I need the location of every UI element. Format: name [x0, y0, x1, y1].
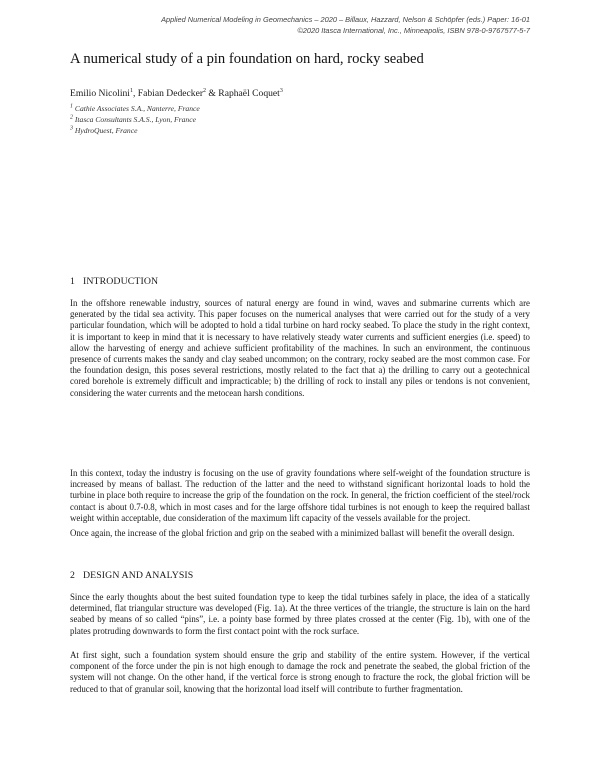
section-heading [70, 570, 193, 582]
affiliation-marker: 2 [70, 114, 73, 121]
affiliation-list [70, 103, 200, 136]
section-heading [70, 276, 158, 288]
header-copyright: ©2020 Itasca International, Inc., Minneapolis, ISBN 978-0-9767577-5-7 [297, 26, 530, 35]
affiliation [70, 103, 200, 114]
author-name: Raphaël Coquet [218, 88, 280, 99]
paragraph: Since the early thoughts about the best suited foundation type to keep the tidal turbines safely in place, the idea of a statically determined, flat triangular structure was developed (Fig. 1a). At the three vertices of the triangle, the structure is lain on the hard seabed by means of so called “pins”, i.e. a pointy base formed by three plates crossed at the center (Fig. 1b), with one of the plates protruding downwards to form the first contact point with the rock surface. [70, 592, 530, 636]
section-title: INTRODUCTION [83, 276, 159, 287]
affiliation-marker: 2 [203, 87, 207, 94]
author-separator: & [206, 88, 219, 99]
affiliation-marker: 3 [70, 125, 73, 132]
paragraph: Once again, the increase of the global friction and grip on the seabed with a minimized ballast will benefit the overall design. [70, 528, 515, 538]
author-list [70, 88, 283, 100]
section-number: 2 [70, 570, 75, 581]
affiliation-marker: 1 [70, 103, 73, 110]
running-header [161, 14, 530, 36]
paragraph: In the offshore renewable industry, sources of natural energy are found in wind, waves and submarine currents which are generated by the tidal sea activity. This paper focuses on the numerical analyses that were carried out for the study of a very particular foundation, which will be adopted to hold a tidal turbine on hard rocky seabed. To place the study in the right context, it is important to keep in mind that it is necessary to have relatively steady water currents and sufficient energies (i.e. speed) to allow the harvesting of energy and achieve sufficient profitability of the machines. In such an environment, the continuous presence of currents makes the sandy and clay seabed uncommon; on the contrary, rocky seabed are the most common case. For the foundation design, this poses several restrictions, mostly related to the fact that a) the drilling to carry out a geotechnical cored borehole is extremely difficult and impracticable; b) the drilling of rock to install any piles or tendons is not convenient, considering the water currents and the metocean harsh conditions. [70, 298, 530, 398]
header-citation: Applied Numerical Modeling in Geomechanics – 2020 – Billaux, Hazzard, Nelson & Schöpfer (eds.) Paper: 16-01 [161, 15, 530, 24]
affiliation [70, 125, 200, 136]
section-number: 1 [70, 276, 75, 287]
section-title: DESIGN AND ANALYSIS [83, 570, 194, 581]
paper-title: A numerical study of a pin foundation on hard, rocky seabed [70, 51, 424, 67]
affiliation-text: HydroQuest, France [74, 126, 138, 135]
paragraph: In this context, today the industry is focusing on the use of gravity foundations where self-weight of the foundation structure is increased by means of ballast. The reduction of the latter and the need to withstand significant horizontal loads to hold the turbine in place both require to increase the grip of the foundation on the rock. In general, the friction coefficient of the steel/rock contact is about 0.7-0.8, which in most cases and for the large offshore tidal turbines is not enough to keep the required ballast weight within acceptable, due consideration of the maximum lift capacity of the vessels available for the project. [70, 468, 530, 523]
affiliation-text: Itasca Consultants S.A.S., Lyon, France [74, 115, 196, 124]
author-name: Emilio Nicolini [70, 88, 130, 99]
affiliation-text: Cathie Associates S.A., Nanterre, France [74, 104, 200, 113]
author-separator: , [132, 88, 138, 99]
author-name: Fabian Dedecker [137, 88, 204, 99]
paragraph: At first sight, such a foundation system should ensure the grip and stability of the entire system. However, if the vertical component of the force under the pin is not high enough to damage the rock and penetrate the seabed, the global friction of the system will not change. On the other hand, if the vertical force is strong enough to fracture the rock, the global friction will be reduced to that of granular soil, knowing that the horizontal load itself will contribute to further fragmentation. [70, 650, 530, 694]
affiliation [70, 114, 200, 125]
affiliation-marker: 3 [279, 87, 283, 94]
affiliation-marker: 1 [129, 87, 133, 94]
